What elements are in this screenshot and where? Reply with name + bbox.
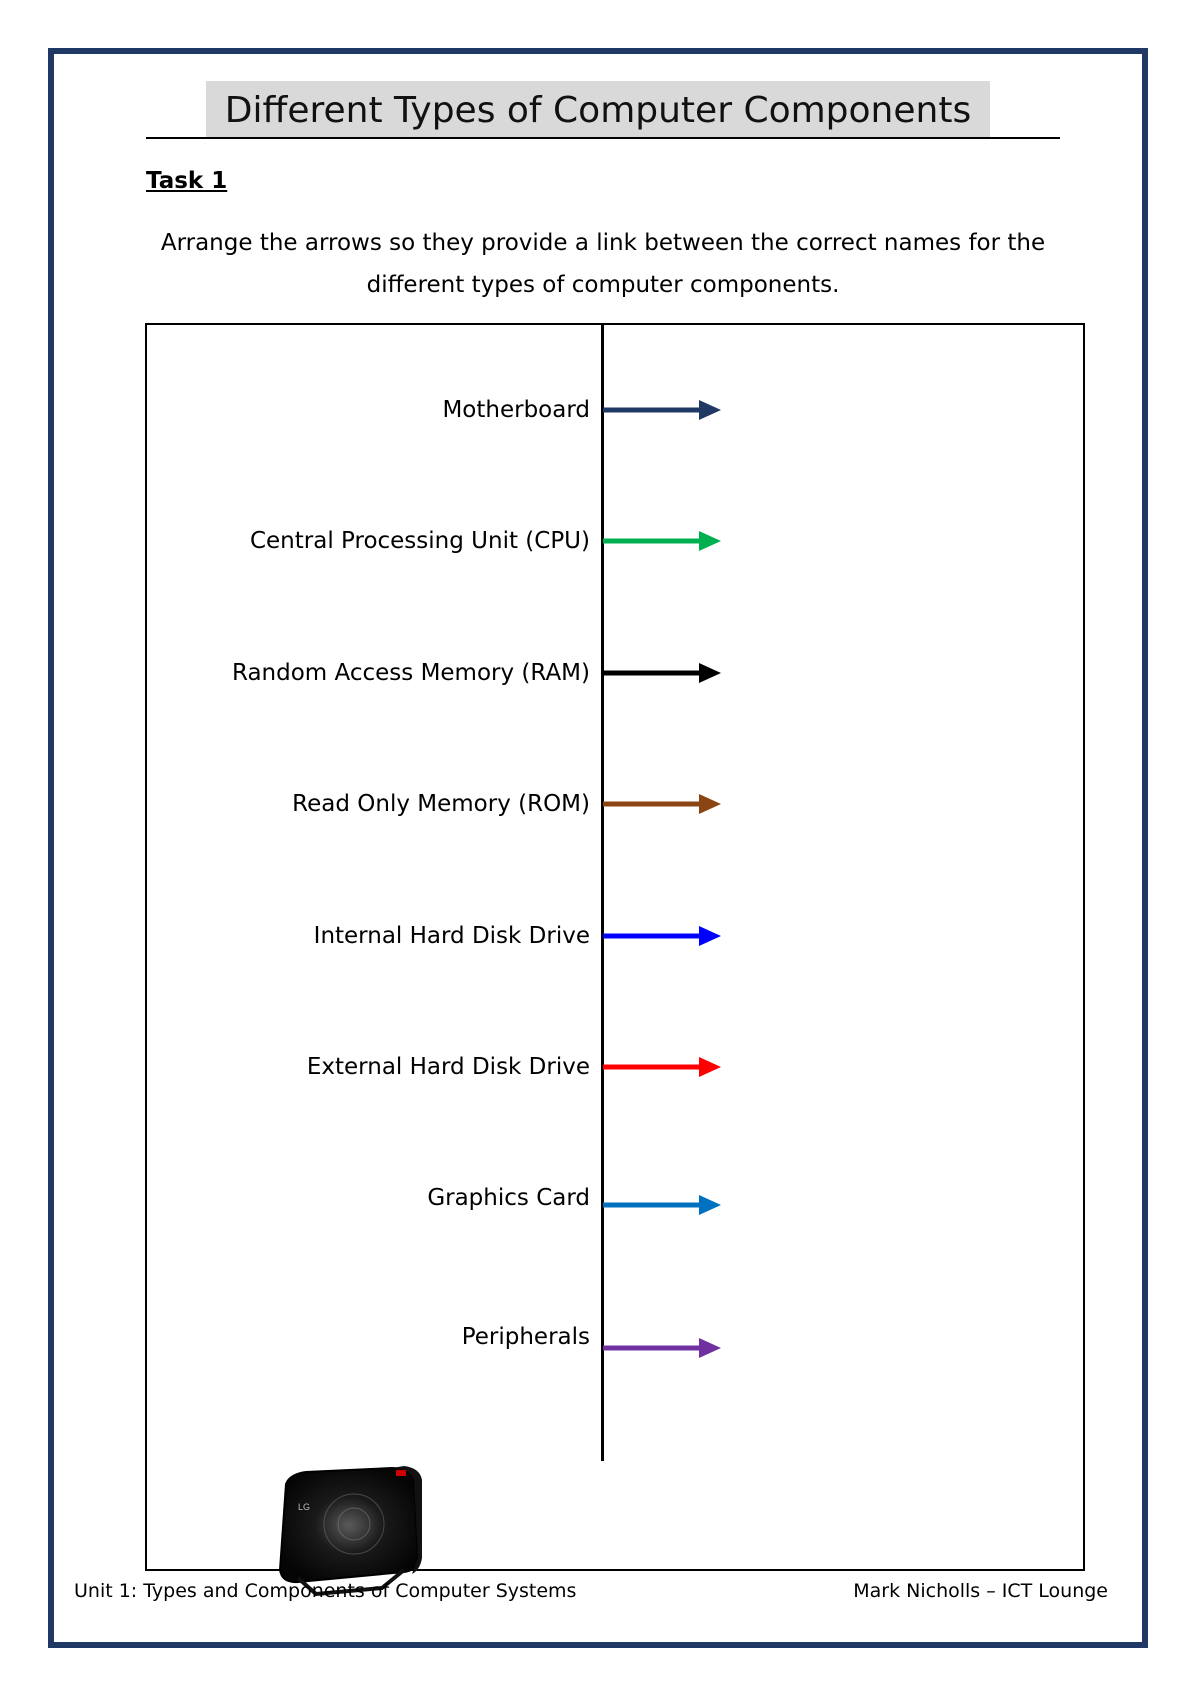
title-underline [146,137,1060,139]
component-label-motherboard: Motherboard [442,397,590,423]
link-arrow-icon[interactable] [603,663,723,683]
task-instructions: Arrange the arrows so they provide a link between the correct names for the different types of computer components. [160,230,1046,298]
component-label-internal-hdd: Internal Hard Disk Drive [313,923,590,949]
footer-author: Mark Nicholls – ICT Lounge [853,1580,1108,1602]
link-arrow-icon[interactable] [603,1338,723,1358]
footer-unit-title: Unit 1: Types and Components of Computer Systems [74,1580,577,1602]
link-arrow-icon[interactable] [603,400,723,420]
link-arrow-icon[interactable] [603,531,723,551]
link-arrow-icon[interactable] [603,1057,723,1077]
component-label-ram: Random Access Memory (RAM) [231,660,590,686]
component-label-external-hdd: External Hard Disk Drive [306,1054,590,1080]
task-divider [601,323,604,1461]
external-hard-drive-icon [272,1466,422,1596]
component-label-cpu: Central Processing Unit (CPU) [249,528,590,554]
link-arrow-icon[interactable] [603,794,723,814]
component-label-graphics-card: Graphics Card [427,1185,590,1211]
svg-text:LG: LG [298,1502,311,1512]
link-arrow-icon[interactable] [603,926,723,946]
component-label-rom: Read Only Memory (ROM) [292,791,590,817]
link-arrow-icon[interactable] [603,1195,723,1215]
task-heading: Task 1 [146,168,228,194]
component-label-peripherals: Peripherals [461,1324,590,1350]
task-box [145,323,1085,1571]
page-title: Different Types of Computer Components [206,81,990,139]
